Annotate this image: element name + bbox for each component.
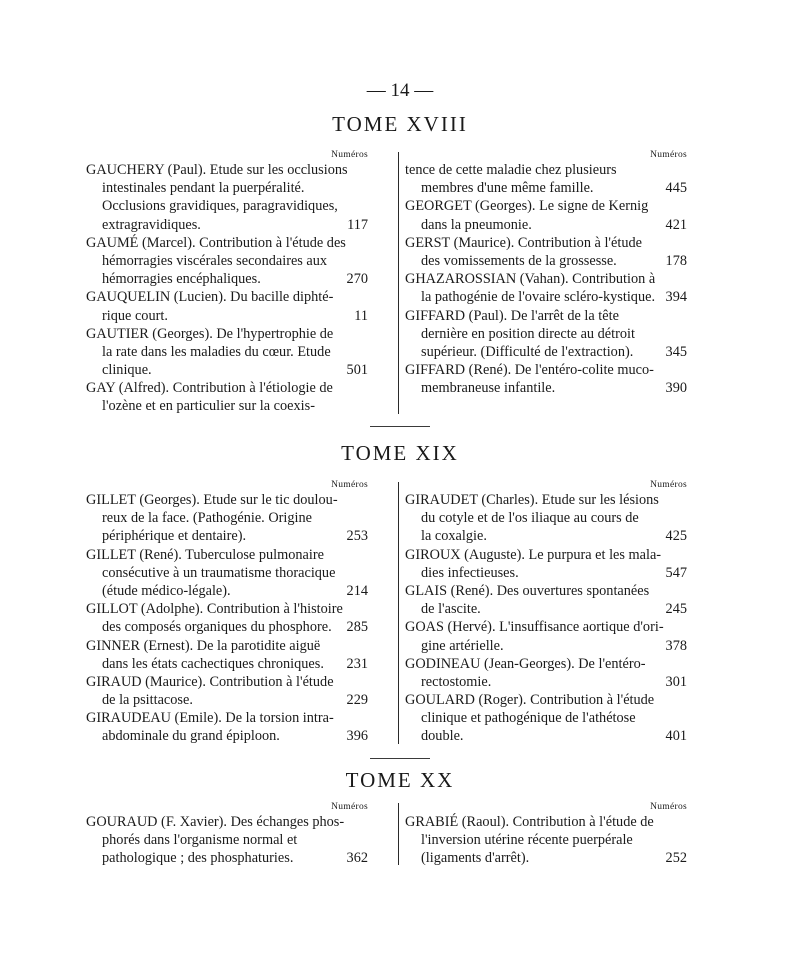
entry-text-line: périphérique et dentaire). 253 [102, 528, 368, 545]
entry-text-line: GOURAUD (F. Xavier). Des échanges phos- [86, 814, 345, 830]
entry-number: 390 [665, 380, 687, 397]
entry-text-line: dies infectieuses. 547 [421, 564, 687, 581]
index-entry [405, 546, 687, 582]
entry-text-line: rique court. 11 [102, 307, 368, 324]
entry-text-line: GILLET (Georges). Etude sur le tic doulou- [86, 492, 338, 508]
entry-text-line: GOULARD (Roger). Contribution à l'étude [405, 692, 655, 709]
numeros-header: Numéros [650, 802, 687, 812]
index-entry [86, 325, 368, 380]
entry-text-line: GIFFARD (René). De l'entéro-colite muco- [405, 362, 654, 379]
entry-text-line: GAUQUELIN (Lucien). Du bacille diphté- [86, 289, 334, 306]
entry-number: 285 [346, 619, 368, 636]
numeros-header: Numéros [650, 480, 687, 490]
index-entry [86, 161, 368, 234]
entry-text-line: intestinales pendant la puerpéralité. [102, 180, 305, 197]
entry-number: 345 [665, 343, 687, 360]
entry-text-line: consécutive à un traumatisme thoracique [102, 564, 336, 581]
index-entry [86, 637, 368, 673]
entry-number: 501 [346, 362, 368, 379]
entry-number: 253 [346, 528, 368, 545]
entry-text-line: Occlusions gravidiques, paragravidiques, [102, 198, 338, 215]
entry-text-line: la pathogénie de l'ovaire scléro-kystique. 394 [421, 289, 687, 306]
entry-text-line: l'ozène et en particulier sur la coexis- [102, 398, 315, 415]
entry-text-line: hémorragies encéphaliques. 270 [102, 271, 368, 288]
index-entry [86, 709, 368, 745]
numeros-header: Numéros [331, 480, 368, 490]
index-entry [86, 546, 368, 601]
entry-text-line: des vomissements de la grossesse. 178 [421, 252, 687, 269]
entry-number: 362 [346, 850, 368, 867]
index-entry [405, 582, 687, 618]
entry-text-line: du cotyle et de l'os iliaque au cours de [421, 510, 639, 527]
index-entry [86, 673, 368, 709]
index-entry [405, 618, 687, 654]
entry-number: 378 [665, 637, 687, 654]
column-divider [398, 152, 399, 414]
index-entry [405, 197, 687, 233]
entry-text-line: double. 401 [421, 728, 687, 745]
entry-number: 394 [665, 289, 687, 306]
entry-text-line: GIROUX (Auguste). Le purpura et les mala- [405, 546, 662, 563]
index-entry [86, 234, 368, 289]
entry-number: 252 [665, 850, 687, 867]
index-entry [86, 600, 368, 636]
column-divider [398, 803, 399, 865]
entry-text-line: l'inversion utérine récente puerpérale [421, 832, 633, 849]
entry-number: 229 [346, 692, 368, 709]
entry-text-line: supérieur. (Difficulté de l'extraction). 345 [421, 343, 687, 360]
entry-text-line: GAUMÉ (Marcel). Contribution à l'étude des [86, 234, 346, 251]
index-entry [405, 234, 687, 270]
entry-text-line: GOAS (Hervé). L'insuffisance aortique d'ori- [405, 619, 664, 636]
left-column-tome-xix [86, 479, 368, 746]
entry-text-line: GILLOT (Adolphe). Contribution à l'histoire [86, 601, 343, 618]
entry-number: 117 [347, 216, 368, 233]
entry-text-line: la coxalgie. 425 [421, 528, 687, 545]
entry-text-line: GLAIS (René). Des ouvertures spontanées [405, 582, 650, 599]
entry-number: 425 [665, 528, 687, 545]
section-rule [370, 758, 430, 759]
entry-text-line: membraneuse infantile. 390 [421, 380, 687, 397]
entry-text-line: GAUTIER (Georges). De l'hypertrophie de [86, 325, 334, 342]
section-title-tome-xviii: TOME XVIII [332, 112, 468, 136]
entry-number: 214 [346, 582, 368, 599]
section-title-tome-xx: TOME XX [345, 768, 455, 792]
index-entry [405, 813, 687, 868]
entry-text-line: (ligaments d'arrêt). 252 [421, 850, 687, 867]
index-entry [86, 813, 368, 868]
column-divider [398, 482, 399, 744]
section-title-tome-xix: TOME XIX [341, 441, 459, 465]
index-entry [405, 691, 687, 746]
numeros-header: Numéros [331, 150, 368, 160]
entry-text-line: GINNER (Ernest). De la parotidite aiguë [86, 637, 321, 654]
entry-text-line: GAUCHERY (Paul). Etude sur les occlusions [86, 162, 348, 178]
entry-text-line: GEORGET (Georges). Le signe de Kernig [405, 198, 649, 215]
entry-text-line: phorés dans l'organisme normal et [102, 832, 298, 849]
entry-text-line: GRABIÉ (Raoul). Contribution à l'étude de [405, 814, 654, 830]
entry-text-line: pathologique ; des phosphaturies. 362 [102, 850, 368, 867]
entry-text-line: dans les états cachectiques chroniques. 231 [102, 655, 368, 672]
entry-number: 396 [346, 728, 368, 745]
entry-text-line: GODINEAU (Jean-Georges). De l'entéro- [405, 655, 646, 672]
index-entry [86, 491, 368, 546]
right-column-tome-xx [405, 801, 687, 868]
entry-number: 178 [665, 252, 687, 269]
entry-text-line: reux de la face. (Pathogénie. Origine [102, 510, 312, 527]
right-column-tome-xviii [405, 149, 687, 397]
index-entry [405, 161, 687, 197]
entry-number: 445 [665, 180, 687, 197]
entry-text-line: GERST (Maurice). Contribution à l'étude [405, 234, 642, 251]
entry-text-line: la rate dans les maladies du cœur. Etude [102, 343, 331, 360]
entry-number: 301 [665, 673, 687, 690]
index-entry [405, 491, 687, 546]
entry-text-line: GHAZAROSSIAN (Vahan). Contribution à [405, 271, 656, 288]
left-column-tome-xx [86, 801, 368, 868]
entry-number: 401 [665, 728, 687, 745]
entry-text-line: GIRAUDET (Charles). Etude sur les lésions [405, 492, 659, 508]
entry-text-line: de la psittacose. 229 [102, 692, 368, 709]
index-entry [405, 307, 687, 362]
entry-text-line: GAY (Alfred). Contribution à l'étiologie de [86, 380, 333, 397]
entry-text-line: tence de cette maladie chez plusieurs [405, 162, 617, 178]
index-entry [405, 655, 687, 691]
entry-number: 11 [354, 307, 368, 324]
entry-text-line: dernière en position directe au détroit [421, 325, 635, 342]
index-entry [405, 270, 687, 306]
entry-text-line: abdominale du grand épiploon. 396 [102, 728, 368, 745]
entry-number: 421 [665, 216, 687, 233]
entry-text-line: GIRAUD (Maurice). Contribution à l'étude [86, 673, 334, 690]
right-column-tome-xix [405, 479, 687, 746]
entry-number: 245 [665, 601, 687, 618]
entry-number: 270 [346, 271, 368, 288]
entry-text-line: gine artérielle. 378 [421, 637, 687, 654]
section-rule [370, 426, 430, 427]
entry-text-line: GILLET (René). Tuberculose pulmonaire [86, 546, 324, 563]
index-entry [86, 288, 368, 324]
numeros-header: Numéros [650, 150, 687, 160]
entry-text-line: extragravidiques. 117 [102, 216, 368, 233]
numeros-header: Numéros [331, 802, 368, 812]
entry-number: 231 [346, 655, 368, 672]
entry-text-line: clinique et pathogénique de l'athétose [421, 710, 636, 727]
entry-text-line: (étude médico-légale). 214 [102, 582, 368, 599]
left-column-tome-xviii [86, 149, 368, 416]
page-number: — 14 — [366, 80, 434, 101]
entry-text-line: des composés organiques du phosphore. 285 [102, 619, 368, 636]
entry-text-line: hémorragies viscérales secondaires aux [102, 252, 328, 269]
entry-text-line: GIFFARD (Paul). De l'arrêt de la tête [405, 307, 619, 324]
entry-text-line: de l'ascite. 245 [421, 601, 687, 618]
entry-text-line: dans la pneumonie. 421 [421, 216, 687, 233]
entry-text-line: clinique. 501 [102, 362, 368, 379]
entry-text-line: membres d'une même famille. 445 [421, 180, 687, 197]
entry-number: 547 [665, 564, 687, 581]
entry-text-line: rectostomie. 301 [421, 673, 687, 690]
index-entry [86, 379, 368, 415]
entry-text-line: GIRAUDEAU (Emile). De la torsion intra- [86, 710, 334, 727]
index-entry [405, 361, 687, 397]
